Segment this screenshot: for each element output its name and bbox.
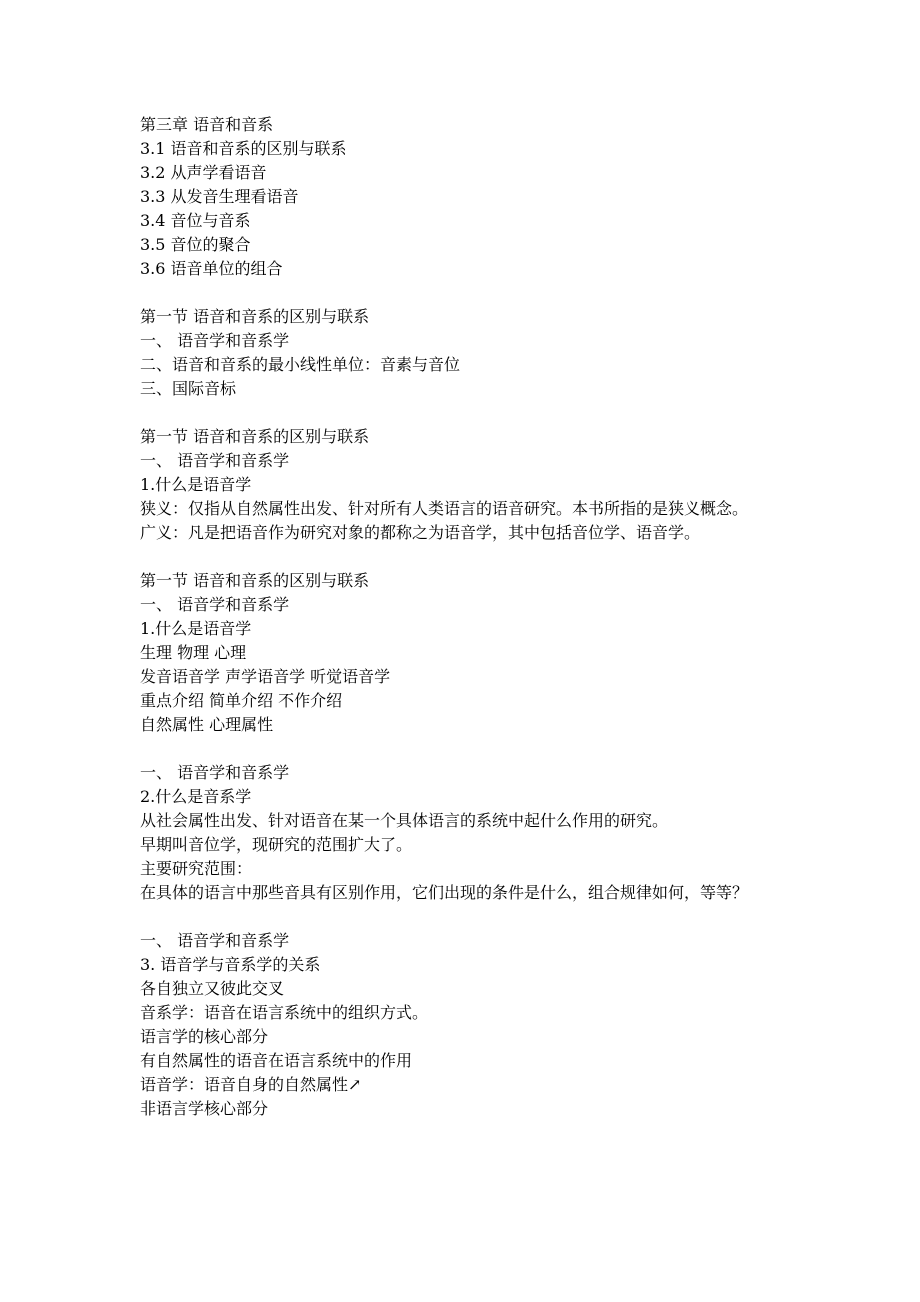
- outline-item: 三、国际音标: [140, 379, 237, 398]
- toc-item: 3.6 语音单位的组合: [140, 259, 283, 278]
- toc-item: 3.1 语音和音系的区别与联系: [140, 139, 347, 158]
- section-heading: 第一节 语音和音系的区别与联系: [140, 427, 370, 446]
- question-heading: 1.什么是语音学: [140, 619, 252, 638]
- document-page: [140, 113, 790, 1121]
- definition-broad: 广义：凡是把语音作为研究对象的都称之为语音学，其中包括音位学、语音学。: [140, 523, 701, 542]
- subsection-heading: 一、 语音学和音系学: [140, 595, 290, 614]
- section-heading: 第一节 语音和音系的区别与联系: [140, 307, 370, 326]
- text-line: 语音学：语音自身的自然属性↗: [140, 1075, 362, 1094]
- text-line: 语言学的核心部分: [140, 1027, 269, 1046]
- text-line: 生理 物理 心理: [140, 643, 247, 662]
- text-line: 音系学：语音在语言系统中的组织方式。: [140, 1003, 429, 1022]
- question-heading: 2.什么是音系学: [140, 787, 252, 806]
- text-line: 重点介绍 简单介绍 不作介绍: [140, 691, 343, 710]
- toc-item: 3.3 从发音生理看语音: [140, 187, 299, 206]
- text-line: 有自然属性的语音在语言系统中的作用: [140, 1051, 413, 1070]
- chapter-title: 第三章 语音和音系: [140, 115, 274, 134]
- question-heading: 1.什么是语音学: [140, 475, 252, 494]
- text-line: 3. 语音学与音系学的关系: [140, 955, 321, 974]
- subsection-heading: 一、 语音学和音系学: [140, 763, 290, 782]
- subsection-heading: 一、 语音学和音系学: [140, 931, 290, 950]
- text-line: 自然属性 心理属性: [140, 715, 274, 734]
- text-line: 主要研究范围：: [140, 859, 253, 878]
- definition-narrow: 狭义：仅指从自然属性出发、针对所有人类语言的语音研究。本书所指的是狭义概念。: [140, 499, 749, 518]
- text-line: 非语言学核心部分: [140, 1099, 269, 1118]
- text-line: 从社会属性出发、针对语音在某一个具体语言的系统中起什么作用的研究。: [140, 811, 669, 830]
- subsection-heading: 一、 语音学和音系学: [140, 451, 290, 470]
- outline-item: 一、 语音学和音系学: [140, 331, 290, 350]
- toc-item: 3.5 音位的聚合: [140, 235, 251, 254]
- section-heading: 第一节 语音和音系的区别与联系: [140, 571, 370, 590]
- outline-item: 二、语音和音系的最小线性单位：音素与音位: [140, 355, 461, 374]
- text-line: 在具体的语言中那些音具有区别作用，它们出现的条件是什么，组合规律如何，等等？: [140, 883, 749, 902]
- text-line: 各自独立又彼此交叉: [140, 979, 285, 998]
- toc-item: 3.4 音位与音系: [140, 211, 251, 230]
- text-line: 发音语音学 声学语音学 听觉语音学: [140, 667, 391, 686]
- text-line: 早期叫音位学，现研究的范围扩大了。: [140, 835, 413, 854]
- toc-item: 3.2 从声学看语音: [140, 163, 267, 182]
